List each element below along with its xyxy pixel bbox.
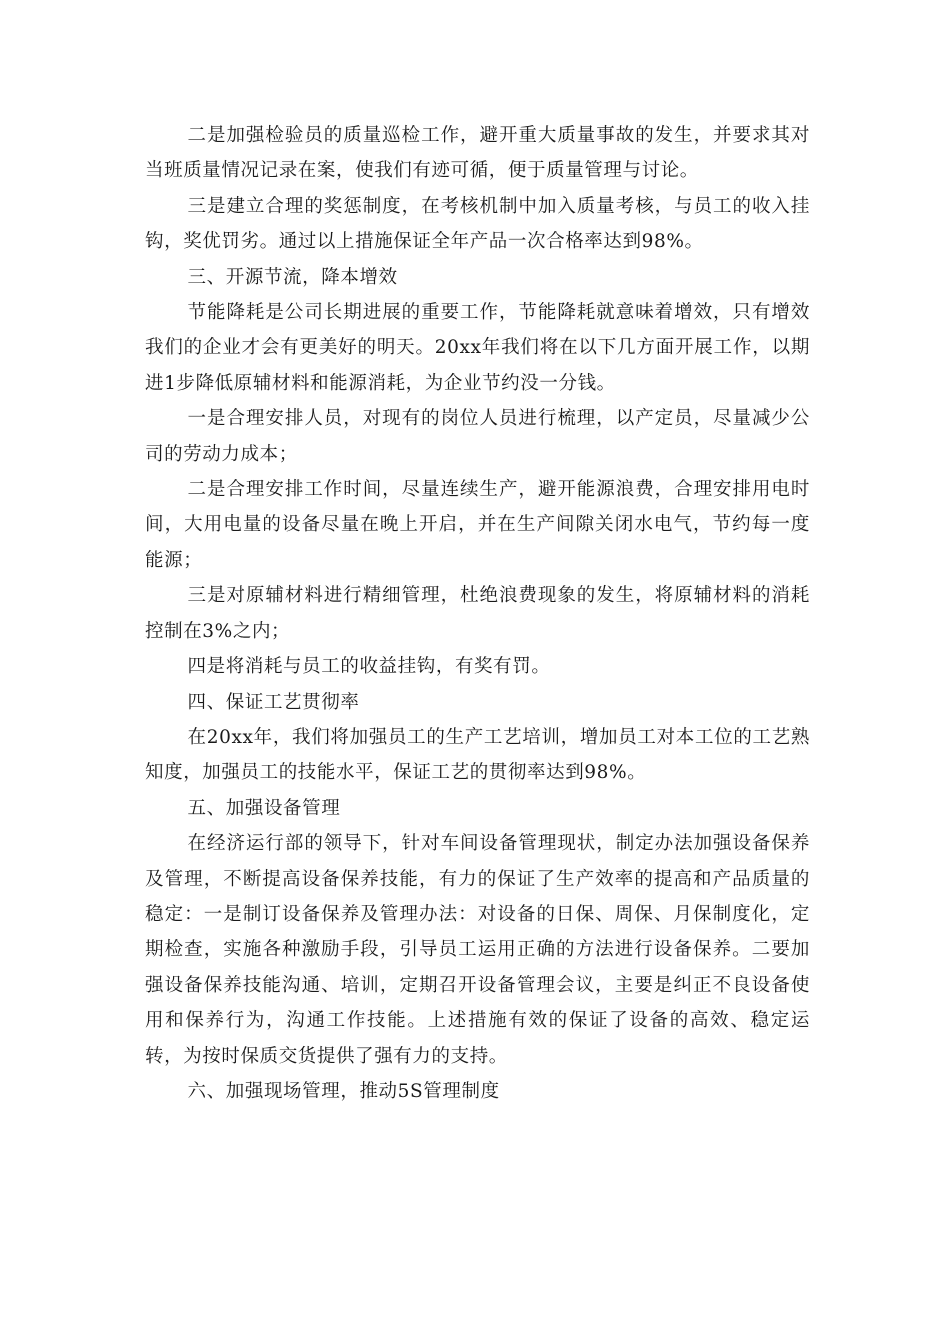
paragraph-process-training: 在20xx年，我们将加强员工的生产工艺培训，增加员工对本工位的工艺熟知度，加强员工的技能水平，保证工艺的贯彻率达到98%。 xyxy=(145,726,810,784)
paragraph-energy-saving: 节能降耗是公司长期进展的重要工作，节能降耗就意味着增效，只有增效我们的企业才会有更美好的明天。20xx年我们将在以下几方面开展工作，以期进1步降低原辅材料和能源消耗，为企业节约没一分钱。 xyxy=(145,302,810,394)
section-heading-5s: 六、加强现场管理，推动5S管理制度 xyxy=(187,1080,500,1102)
paragraph-reward-system: 三是建立合理的奖惩制度，在考核机制中加入质量考核，与员工的收入挂钩，奖优罚劣。通过以上措施保证全年产品一次合格率达到98%。 xyxy=(145,195,810,253)
paragraph-staffing: 一是合理安排人员，对现有的岗位人员进行梳理，以产定员，尽量减少公司的劳动力成本； xyxy=(145,408,810,465)
paragraph-inspection: 二是加强检验员的质量巡检工作，避开重大质量事故的发生，并要求其对当班质量情况记录在案，使我们有迹可循，便于质量管理与讨论。 xyxy=(145,125,810,182)
paragraph-incentives: 四是将消耗与员工的收益挂钩，有奖有罚。 xyxy=(187,656,551,678)
section-heading-cost-saving: 三、开源节流，降本增效 xyxy=(187,266,398,288)
section-heading-process: 四、保证工艺贯彻率 xyxy=(187,691,360,713)
paragraph-equipment-management: 在经济运行部的领导下，针对车间设备管理现状，制定办法加强设备保养及管理，不断提高设备保养技能，有力的保证了生产效率的提高和产品质量的稳定：一是制订设备保养及管理办法：对设备的日保、周保、月保制度化，定期检查，实施各种激励手段，引导员工运用正确的方法进行设备保养。二要加强设备保养技能沟通、培训，定期召开设备管理会议，主要是纠正不良设备使用和保养行为，沟通工作技能。上述措施有效的保证了设备的高效、稳定运转，为按时保质交货提供了强有力的支持。 xyxy=(145,833,810,1067)
section-heading-equipment: 五、加强设备管理 xyxy=(187,797,341,819)
document-body xyxy=(145,118,810,1109)
paragraph-materials: 三是对原辅材料进行精细管理，杜绝浪费现象的发生，将原辅材料的消耗控制在3%之内； xyxy=(145,585,810,642)
paragraph-work-schedule: 二是合理安排工作时间，尽量连续生产，避开能源浪费，合理安排用电时间，大用电量的设备尽量在晚上开启，并在生产间隙关闭水电气，节约每一度能源； xyxy=(145,479,810,571)
